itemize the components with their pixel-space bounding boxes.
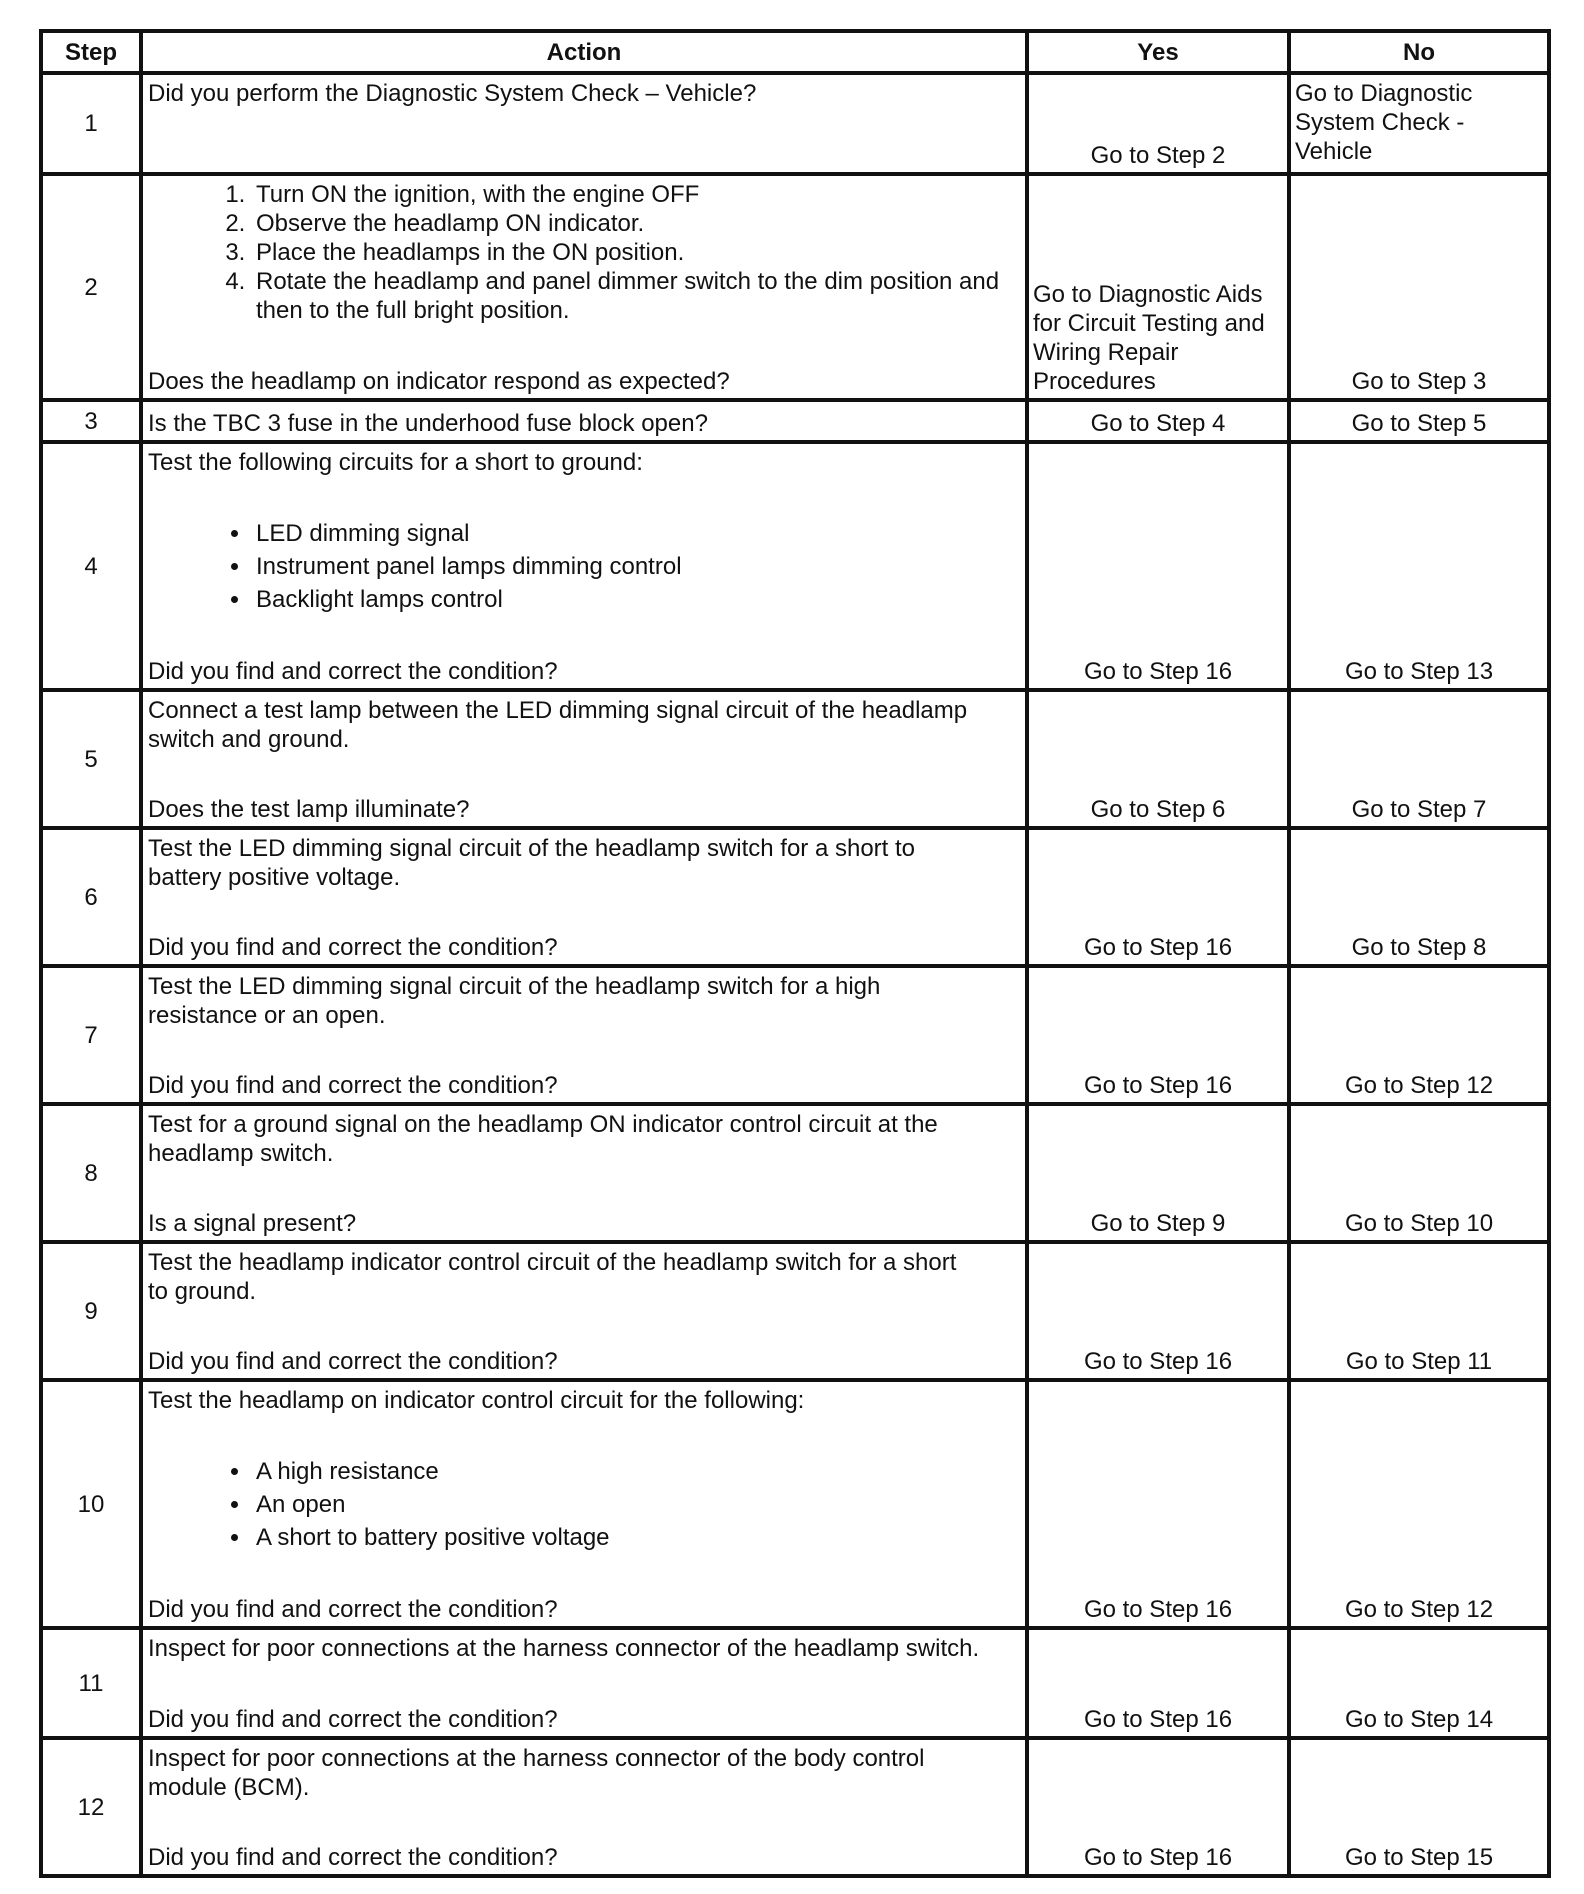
action-cell [141, 174, 1027, 400]
list-item: 3. Place the headlamps in the ON position. [252, 238, 1021, 267]
table-row [41, 442, 1549, 690]
no-action: Go to Step 8 [1351, 934, 1487, 961]
table-row [41, 400, 1549, 442]
yes-cell [1027, 828, 1289, 966]
action-cell [141, 1242, 1027, 1380]
yes-cell [1027, 1380, 1289, 1628]
header-step: Step [41, 31, 141, 73]
no-action: Go to Step 13 [1344, 658, 1494, 685]
action-cell [141, 73, 1027, 174]
yes-cell [1027, 966, 1289, 1104]
no-cell [1289, 690, 1549, 828]
question-text: Did you find and correct the condition? [148, 658, 558, 685]
step-number: 7 [41, 966, 141, 1104]
yes-action: Go to Step 16 [1083, 1596, 1233, 1623]
action-text: battery positive voltage. [148, 864, 401, 891]
numbered-steps [148, 180, 1021, 325]
action-text: Test the LED dimming signal circuit of the headlamp switch for a high [148, 973, 881, 1000]
table-row [41, 690, 1549, 828]
action-cell [141, 828, 1027, 966]
action-text: Connect a test lamp between the LED dimming signal circuit of the headlamp [148, 697, 968, 724]
action-cell [141, 1104, 1027, 1242]
no-cell [1289, 1380, 1549, 1628]
step-number: 1 [41, 73, 141, 174]
no-action: Go to Diagnostic System Check - Vehicle [1295, 80, 1473, 165]
action-text: module (BCM). [148, 1774, 310, 1801]
list-item: • A high resistance [252, 1457, 1021, 1486]
yes-cell [1027, 174, 1289, 400]
yes-cell [1027, 1242, 1289, 1380]
question-text: Did you find and correct the condition? [148, 1844, 558, 1871]
question-text: Did you find and correct the condition? [148, 1596, 558, 1623]
action-text: headlamp switch. [148, 1140, 334, 1167]
yes-action: Go to Step 4 [1090, 410, 1226, 437]
action-text: Test for a ground signal on the headlamp ON indicator control circuit at the [148, 1111, 938, 1138]
action-text: Inspect for poor connections at the harness connector of the headlamp switch. [148, 1635, 980, 1662]
no-action: Go to Step 11 [1345, 1348, 1493, 1375]
yes-action: Go to Step 16 [1083, 658, 1233, 685]
action-text: Test the headlamp indicator control circuit of the headlamp switch for a short [148, 1249, 957, 1276]
yes-cell [1027, 1628, 1289, 1738]
step-number: 11 [41, 1628, 141, 1738]
step-number: 6 [41, 828, 141, 966]
step-number: 12 [41, 1738, 141, 1876]
no-action: Go to Step 15 [1344, 1844, 1494, 1871]
table-row [41, 1380, 1549, 1628]
no-cell [1289, 174, 1549, 400]
header-action: Action [141, 31, 1027, 73]
header-row [41, 31, 1549, 73]
action-cell [141, 1738, 1027, 1876]
question-text: Does the test lamp illuminate? [148, 796, 470, 823]
list-item: 2. Observe the headlamp ON indicator. [252, 209, 1021, 238]
action-text: resistance or an open. [148, 1002, 386, 1029]
action-cell [141, 1380, 1027, 1628]
yes-action: Go to Step 16 [1083, 1706, 1233, 1733]
yes-action: Go to Step 9 [1090, 1210, 1226, 1237]
question-text: Is the TBC 3 fuse in the underhood fuse block open? [148, 410, 708, 437]
no-action: Go to Step 3 [1351, 368, 1487, 395]
bullet-list [148, 519, 1021, 614]
step-number: 5 [41, 690, 141, 828]
no-cell [1289, 442, 1549, 690]
yes-action: Go to Step 16 [1083, 1348, 1233, 1375]
no-cell [1289, 966, 1549, 1104]
action-cell [141, 966, 1027, 1104]
header-no: No [1289, 31, 1549, 73]
action-cell [141, 1628, 1027, 1738]
no-action: Go to Step 10 [1344, 1210, 1494, 1237]
step-number: 10 [41, 1380, 141, 1628]
yes-cell [1027, 690, 1289, 828]
no-cell [1289, 1104, 1549, 1242]
question-text: Did you find and correct the condition? [148, 1348, 558, 1375]
yes-action: Go to Step 16 [1083, 934, 1233, 961]
step-number: 2 [41, 174, 141, 400]
table-row [41, 828, 1549, 966]
step-number: 8 [41, 1104, 141, 1242]
list-item: • LED dimming signal [252, 519, 1021, 548]
yes-action: Go to Step 6 [1090, 796, 1226, 823]
yes-cell [1027, 400, 1289, 442]
action-text: to ground. [148, 1278, 257, 1305]
no-cell [1289, 1628, 1549, 1738]
table-row [41, 73, 1549, 174]
yes-action: Go to Step 16 [1083, 1072, 1233, 1099]
table-row [41, 1242, 1549, 1380]
list-item: • An open [252, 1490, 1021, 1519]
action-text: Did you perform the Diagnostic System Check – Vehicle? [148, 80, 757, 107]
no-action: Go to Step 14 [1344, 1706, 1494, 1733]
list-item: 1. Turn ON the ignition, with the engine OFF [252, 180, 1021, 209]
question-text: Did you find and correct the condition? [148, 1072, 558, 1099]
no-cell [1289, 1738, 1549, 1876]
action-text: switch and ground. [148, 726, 350, 753]
table-row [41, 1104, 1549, 1242]
table-row [41, 174, 1549, 400]
step-number: 3 [41, 400, 141, 442]
action-text: Inspect for poor connections at the harness connector of the body control [148, 1745, 925, 1772]
question-text: Did you find and correct the condition? [148, 934, 558, 961]
question-text: Did you find and correct the condition? [148, 1706, 558, 1733]
list-item: • Instrument panel lamps dimming control [252, 552, 1021, 581]
no-action: Go to Step 7 [1351, 796, 1487, 823]
action-cell [141, 442, 1027, 690]
list-item: • Backlight lamps control [252, 585, 1021, 614]
step-number: 4 [41, 442, 141, 690]
yes-cell [1027, 73, 1289, 174]
action-cell [141, 400, 1027, 442]
table-row [41, 966, 1549, 1104]
no-cell [1289, 1242, 1549, 1380]
action-text: Test the following circuits for a short to ground: [148, 449, 643, 476]
yes-action: Go to Diagnostic Aids for Circuit Testing and Wiring Repair Procedures [1033, 281, 1265, 395]
yes-action: Go to Step 2 [1090, 142, 1226, 169]
list-item: 4. Rotate the headlamp and panel dimmer switch to the dim position and then to the full bright position. [252, 267, 1021, 325]
no-cell [1289, 828, 1549, 966]
action-text: Test the headlamp on indicator control circuit for the following: [148, 1387, 805, 1414]
no-action: Go to Step 5 [1351, 410, 1487, 437]
step-number: 9 [41, 1242, 141, 1380]
no-action: Go to Step 12 [1344, 1596, 1494, 1623]
no-cell [1289, 400, 1549, 442]
yes-cell [1027, 1104, 1289, 1242]
table-row [41, 1738, 1549, 1876]
header-yes: Yes [1027, 31, 1289, 73]
bullet-list [148, 1457, 1021, 1552]
action-cell [141, 690, 1027, 828]
no-cell [1289, 73, 1549, 174]
table-row [41, 1628, 1549, 1738]
question-text: Does the headlamp on indicator respond as expected? [148, 368, 730, 395]
list-item: • A short to battery positive voltage [252, 1523, 1021, 1552]
question-text: Is a signal present? [148, 1210, 357, 1237]
yes-cell [1027, 442, 1289, 690]
action-text: Test the LED dimming signal circuit of the headlamp switch for a short to [148, 835, 916, 862]
yes-cell [1027, 1738, 1289, 1876]
diagnostic-table [39, 29, 1551, 1878]
no-action: Go to Step 12 [1344, 1072, 1494, 1099]
yes-action: Go to Step 16 [1083, 1844, 1233, 1871]
